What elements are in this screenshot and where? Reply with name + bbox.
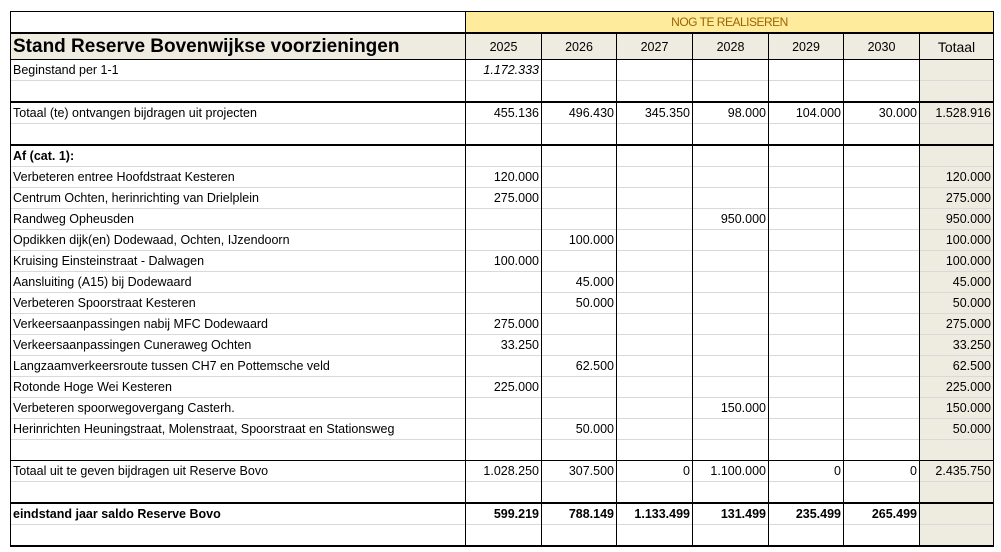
value-cell-2025 [466, 230, 542, 251]
value-cell-2030 [844, 398, 920, 419]
blank-cell [11, 440, 466, 461]
value-cell-2026: 45.000 [542, 272, 617, 293]
blank-cell [617, 145, 693, 167]
value-cell-2030 [844, 293, 920, 314]
blank-cell [769, 145, 844, 167]
blank-cell [693, 145, 769, 167]
value-cell-2030 [844, 167, 920, 188]
blank-cell [542, 525, 617, 547]
value-cell-2030 [844, 335, 920, 356]
row-label: Opdikken dijk(en) Dodewaad, Ochten, IJzendoorn [11, 230, 466, 251]
value-cell-2025 [466, 356, 542, 377]
value-cell-2030: 265.499 [844, 503, 920, 525]
table-row [11, 377, 994, 398]
total-cell: 45.000 [920, 272, 994, 293]
blank-cell [617, 124, 693, 146]
total-cell [920, 525, 994, 547]
value-cell-2026 [542, 398, 617, 419]
value-cell-2030 [844, 251, 920, 272]
value-cell-2025: 1.028.250 [466, 461, 542, 482]
blank-cell [844, 81, 920, 103]
total-cell [920, 145, 994, 167]
row-label: Beginstand per 1-1 [11, 60, 466, 81]
value-cell-2027 [617, 377, 693, 398]
table-row [11, 293, 994, 314]
total-cell: 100.000 [920, 251, 994, 272]
value-cell-2030 [844, 314, 920, 335]
header-row [11, 33, 994, 60]
value-cell-2026 [542, 314, 617, 335]
value-cell-2029 [769, 272, 844, 293]
total-cell [920, 440, 994, 461]
value-cell-2025: 225.000 [466, 377, 542, 398]
value-cell-2028: 1.100.000 [693, 461, 769, 482]
value-cell-2030 [844, 188, 920, 209]
value-cell-2030 [844, 209, 920, 230]
value-cell-2030 [844, 60, 920, 81]
value-cell-2026 [542, 377, 617, 398]
value-cell-2029 [769, 419, 844, 440]
value-cell-2029: 235.499 [769, 503, 844, 525]
blank-cell [11, 482, 466, 504]
year-header-2027: 2027 [617, 33, 693, 60]
value-cell-2028 [693, 377, 769, 398]
value-cell-2028 [693, 188, 769, 209]
value-cell-2029: 0 [769, 461, 844, 482]
row-label: Herinrichten Heuningstraat, Molenstraat, Spoorstraat en Stationsweg [11, 419, 466, 440]
value-cell-2028 [693, 230, 769, 251]
row-label: Totaal (te) ontvangen bijdragen uit projecten [11, 102, 466, 124]
value-cell-2028 [693, 272, 769, 293]
total-cell: 2.435.750 [920, 461, 994, 482]
blank-cell [693, 124, 769, 146]
value-cell-2026: 50.000 [542, 293, 617, 314]
af-heading-row [11, 145, 994, 167]
value-cell-2027 [617, 230, 693, 251]
total-cell: 225.000 [920, 377, 994, 398]
value-cell-2025: 275.000 [466, 188, 542, 209]
blank-row [11, 525, 994, 547]
row-label: Verbeteren spoorwegovergang Casterh. [11, 398, 466, 419]
row-label: Verbeteren entree Hoofdstraat Kesteren [11, 167, 466, 188]
total-cell: 100.000 [920, 230, 994, 251]
blank-cell [769, 482, 844, 504]
row-label: Verbeteren Spoorstraat Kesteren [11, 293, 466, 314]
year-header-2025: 2025 [466, 33, 542, 60]
value-cell-2029: 104.000 [769, 102, 844, 124]
value-cell-2027 [617, 419, 693, 440]
blank-row [11, 124, 994, 146]
reserve-table [10, 11, 994, 547]
value-cell-2027 [617, 293, 693, 314]
value-cell-2029 [769, 356, 844, 377]
total-cell: 50.000 [920, 419, 994, 440]
table-row [11, 398, 994, 419]
row-label: Langzaamverkeersroute tussen CH7 en Pottemsche veld [11, 356, 466, 377]
value-cell-2026: 62.500 [542, 356, 617, 377]
value-cell-2027 [617, 209, 693, 230]
total-cell [920, 60, 994, 81]
value-cell-2028: 131.499 [693, 503, 769, 525]
value-cell-2030 [844, 272, 920, 293]
total-cell [920, 124, 994, 146]
value-cell-2025: 120.000 [466, 167, 542, 188]
blank-cell [542, 81, 617, 103]
blank-cell [844, 482, 920, 504]
row-label: Rotonde Hoge Wei Kesteren [11, 377, 466, 398]
blank-cell [466, 525, 542, 547]
blank-cell [542, 145, 617, 167]
value-cell-2026 [542, 251, 617, 272]
blank-cell [844, 525, 920, 547]
value-cell-2026 [542, 60, 617, 81]
blank-cell [466, 482, 542, 504]
blank-cell [769, 525, 844, 547]
beginstand-row [11, 60, 994, 81]
blank-cell [11, 525, 466, 547]
value-cell-2029 [769, 377, 844, 398]
row-label: Kruising Einsteinstraat - Dalwagen [11, 251, 466, 272]
row-label: Aansluiting (A15) bij Dodewaard [11, 272, 466, 293]
value-cell-2025: 455.136 [466, 102, 542, 124]
blank-cell [693, 525, 769, 547]
value-cell-2027: 1.133.499 [617, 503, 693, 525]
value-cell-2026: 100.000 [542, 230, 617, 251]
value-cell-2029 [769, 188, 844, 209]
value-cell-2027 [617, 251, 693, 272]
total-cell [920, 81, 994, 103]
banner-nog-te-realiseren: NOG TE REALISEREN [466, 12, 994, 34]
value-cell-2025 [466, 293, 542, 314]
table-row [11, 419, 994, 440]
value-cell-2027 [617, 314, 693, 335]
row-label: eindstand jaar saldo Reserve Bovo [11, 503, 466, 525]
table-row [11, 230, 994, 251]
value-cell-2027 [617, 335, 693, 356]
blank-cell [844, 124, 920, 146]
blank-cell [466, 124, 542, 146]
row-label: Af (cat. 1): [11, 145, 466, 167]
value-cell-2028 [693, 356, 769, 377]
value-cell-2028: 98.000 [693, 102, 769, 124]
row-label: Totaal uit te geven bijdragen uit Reserve Bovo [11, 461, 466, 482]
value-cell-2029 [769, 209, 844, 230]
blank-cell [844, 440, 920, 461]
total-cell: 120.000 [920, 167, 994, 188]
blank-cell [693, 482, 769, 504]
value-cell-2029 [769, 398, 844, 419]
value-cell-2028 [693, 419, 769, 440]
value-cell-2028 [693, 335, 769, 356]
value-cell-2027 [617, 356, 693, 377]
year-header-2026: 2026 [542, 33, 617, 60]
value-cell-2025: 599.219 [466, 503, 542, 525]
blank-cell [11, 124, 466, 146]
table-row [11, 314, 994, 335]
blank-cell [466, 145, 542, 167]
value-cell-2026: 50.000 [542, 419, 617, 440]
value-cell-2026: 496.430 [542, 102, 617, 124]
year-header-2028: 2028 [693, 33, 769, 60]
value-cell-2027: 345.350 [617, 102, 693, 124]
table-row [11, 251, 994, 272]
blank-cell [542, 482, 617, 504]
value-cell-2028 [693, 251, 769, 272]
row-label: Centrum Ochten, herinrichting van Drielplein [11, 188, 466, 209]
blank-cell [542, 124, 617, 146]
row-label: Randweg Opheusden [11, 209, 466, 230]
total-cell: 62.500 [920, 356, 994, 377]
table-row [11, 188, 994, 209]
value-cell-2025 [466, 419, 542, 440]
year-header-2030: 2030 [844, 33, 920, 60]
value-cell-2026 [542, 209, 617, 230]
blank-cell [466, 440, 542, 461]
table-row [11, 335, 994, 356]
value-cell-2027 [617, 60, 693, 81]
page-title: Stand Reserve Bovenwijkse voorzieningen [11, 33, 466, 60]
total-cell: 275.000 [920, 314, 994, 335]
value-cell-2030 [844, 377, 920, 398]
value-cell-2028 [693, 314, 769, 335]
value-cell-2029 [769, 314, 844, 335]
value-cell-2026: 307.500 [542, 461, 617, 482]
value-cell-2028 [693, 60, 769, 81]
table-row [11, 356, 994, 377]
value-cell-2026 [542, 188, 617, 209]
total-cell: 950.000 [920, 209, 994, 230]
table-row [11, 272, 994, 293]
blank-cell [617, 482, 693, 504]
value-cell-2029 [769, 293, 844, 314]
value-cell-2028: 150.000 [693, 398, 769, 419]
eindstand-row [11, 503, 994, 525]
value-cell-2030 [844, 419, 920, 440]
value-cell-2025: 33.250 [466, 335, 542, 356]
value-cell-2028 [693, 293, 769, 314]
value-cell-2028 [693, 167, 769, 188]
blank-cell [11, 81, 466, 103]
value-cell-2029 [769, 167, 844, 188]
value-cell-2027 [617, 167, 693, 188]
value-cell-2029 [769, 335, 844, 356]
blank-cell [617, 440, 693, 461]
value-cell-2028: 950.000 [693, 209, 769, 230]
total-cell [920, 503, 994, 525]
blank-row [11, 440, 994, 461]
value-cell-2025: 100.000 [466, 251, 542, 272]
blank-cell [466, 81, 542, 103]
blank-row [11, 482, 994, 504]
year-header-2029: 2029 [769, 33, 844, 60]
blank-cell [11, 12, 466, 34]
value-cell-2030 [844, 230, 920, 251]
total-header: Totaal [920, 33, 994, 60]
blank-cell [617, 525, 693, 547]
blank-cell [769, 440, 844, 461]
value-cell-2025 [466, 209, 542, 230]
value-cell-2027 [617, 188, 693, 209]
row-label: Verkeersaanpassingen Cuneraweg Ochten [11, 335, 466, 356]
value-cell-2027 [617, 398, 693, 419]
value-cell-2030: 0 [844, 461, 920, 482]
value-cell-2027 [617, 272, 693, 293]
total-cell: 150.000 [920, 398, 994, 419]
total-cell: 33.250 [920, 335, 994, 356]
value-cell-2026 [542, 335, 617, 356]
value-cell-2029 [769, 230, 844, 251]
blank-cell [617, 81, 693, 103]
value-cell-2030 [844, 356, 920, 377]
value-cell-2030: 30.000 [844, 102, 920, 124]
total-cell [920, 482, 994, 504]
value-cell-2026: 788.149 [542, 503, 617, 525]
table-row [11, 167, 994, 188]
row-label: Verkeersaanpassingen nabij MFC Dodewaard [11, 314, 466, 335]
value-cell-2025 [466, 272, 542, 293]
value-cell-2025: 1.172.333 [466, 60, 542, 81]
value-cell-2025 [466, 398, 542, 419]
ontvangen-row [11, 102, 994, 124]
value-cell-2025: 275.000 [466, 314, 542, 335]
value-cell-2026 [542, 167, 617, 188]
total-cell: 50.000 [920, 293, 994, 314]
total-cell: 275.000 [920, 188, 994, 209]
blank-cell [769, 124, 844, 146]
blank-row [11, 81, 994, 103]
blank-cell [693, 81, 769, 103]
value-cell-2029 [769, 251, 844, 272]
value-cell-2029 [769, 60, 844, 81]
total-cell: 1.528.916 [920, 102, 994, 124]
blank-cell [844, 145, 920, 167]
uitgeven-row [11, 461, 994, 482]
blank-cell [542, 440, 617, 461]
blank-cell [769, 81, 844, 103]
table-row [11, 209, 994, 230]
blank-cell [693, 440, 769, 461]
value-cell-2027: 0 [617, 461, 693, 482]
banner-row [11, 12, 994, 34]
